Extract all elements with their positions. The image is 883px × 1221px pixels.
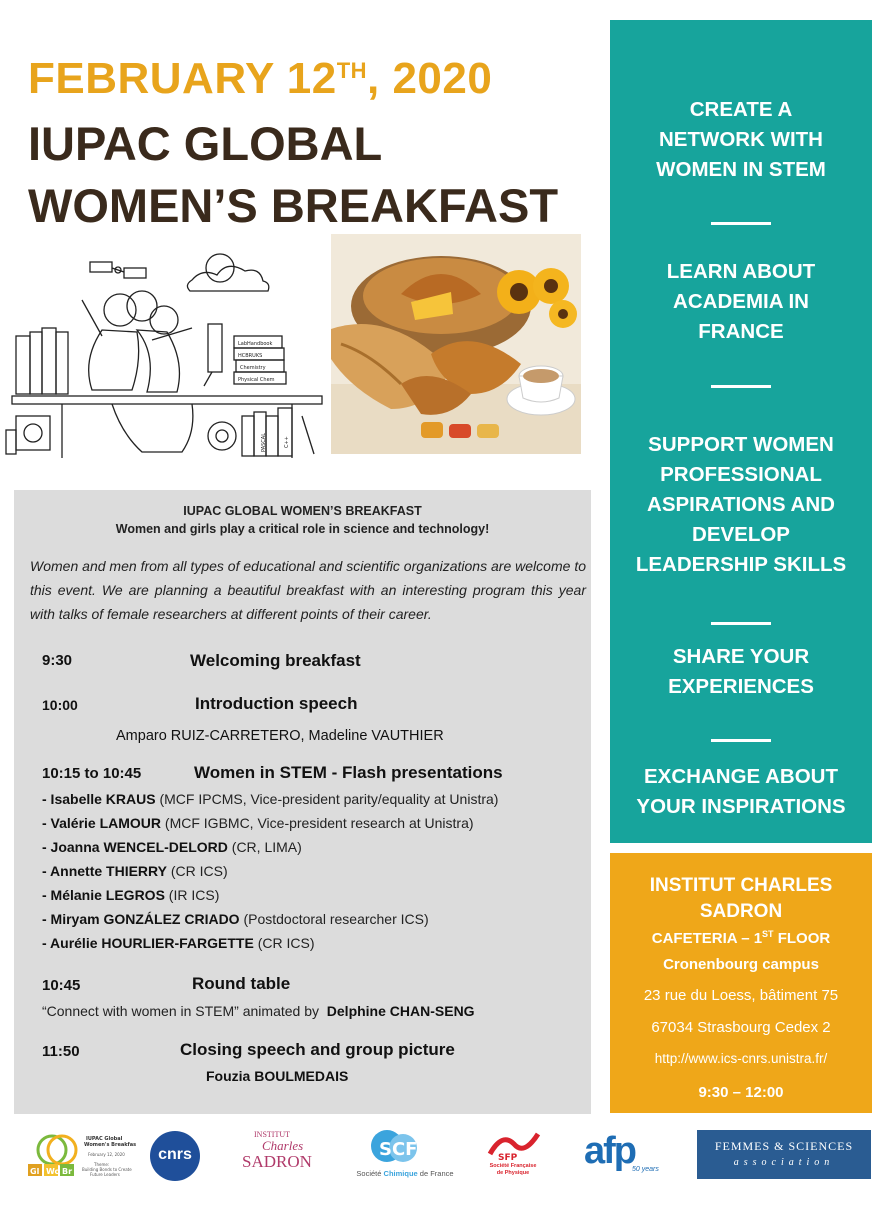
presenter-item — [42, 863, 228, 879]
gwb-tile-br: Br — [62, 1167, 73, 1176]
sadron-logo — [240, 1128, 312, 1184]
program-box — [14, 490, 591, 1114]
program-intro: Women and men from all types of educational and scientific organizations are welcome to this event. We are planning a beautiful breakfast with an interesting program this year with talks of female researchers at different points of their career. — [30, 558, 586, 622]
gwb-theme-text2: Future Leaders — [90, 1172, 120, 1177]
presenter-role: (CR ICS) — [166, 863, 228, 879]
goal-line: WOMEN IN STEM — [656, 158, 826, 181]
program-subtitle: Women and girls play a critical role in science and technology! — [115, 522, 490, 536]
goal-exchange-inspirations — [610, 762, 872, 822]
goal-divider — [711, 385, 771, 388]
sketch-spine-1: PASCAL — [261, 433, 267, 452]
gwb-theme-text: Building Bonds to Create — [82, 1167, 132, 1172]
venue-room-ordinal: ST — [762, 929, 774, 939]
gwb-theme-label: Theme: — [94, 1162, 110, 1167]
goal-line: PROFESSIONAL — [660, 463, 822, 486]
intro-speakers: Amparo RUIZ-CARRETERO, Madeline VAUTHIER — [116, 728, 444, 744]
cnrs-logo-text: cnrs — [158, 1146, 192, 1163]
sfp-mark: SFP — [498, 1153, 518, 1162]
presenter-name: - Aurélie HOURLIER-FARGETTE — [42, 935, 254, 951]
presenter-role: (Postdoctoral researcher ICS) — [239, 911, 429, 927]
goal-line: ACADEMIA IN — [673, 290, 809, 313]
venue-hours: 9:30 – 12:00 — [698, 1084, 784, 1101]
goal-network — [610, 95, 872, 185]
sadron-logo-main: SADRON — [242, 1152, 312, 1171]
goal-line: CREATE A — [689, 98, 793, 121]
goal-line: YOUR INSPIRATIONS — [636, 795, 846, 818]
goal-divider — [711, 622, 771, 625]
page-title-line-2: WOMEN’S BREAKFAST — [28, 179, 559, 232]
sketch-label-1: LabHandbook — [238, 341, 273, 347]
venue-room-text: CAFETERIA – 1 — [651, 930, 763, 947]
time-1150: 11:50 — [42, 1043, 80, 1060]
venue-website-link[interactable]: http://www.ics-cnrs.unistra.fr/ — [654, 1051, 828, 1066]
round-table-detail — [42, 1003, 475, 1019]
event-welcoming-breakfast: Welcoming breakfast — [190, 651, 361, 670]
presenter-item — [42, 815, 474, 831]
presenter-role: (IR ICS) — [164, 887, 220, 903]
venue-room — [610, 929, 872, 947]
sfp-text-line: Société Française — [489, 1163, 537, 1169]
afp-logo — [582, 1130, 666, 1182]
sketch-label-3: Chemistry — [240, 365, 266, 371]
presenter-name: - Annette THIERRY — [42, 863, 167, 879]
cnrs-logo — [150, 1131, 200, 1181]
goal-academia — [610, 257, 872, 347]
presenter-item — [42, 839, 302, 855]
event-date — [28, 54, 492, 104]
sadron-logo-top: INSTITUT — [254, 1130, 290, 1139]
presenter-name: - Miryam GONZÁLEZ CRIADO — [42, 911, 240, 927]
round-table-animator-text: “Connect with women in STEM” animated by — [42, 1003, 319, 1019]
venue-panel — [610, 853, 872, 1113]
scf-text-suffix: de France — [417, 1169, 454, 1178]
fs-logo-subtitle: association — [733, 1157, 835, 1168]
presenter-item — [42, 911, 429, 927]
venue-institute-line: INSTITUT CHARLES — [649, 875, 833, 896]
goal-line: LEARN ABOUT — [666, 260, 816, 283]
iupac-gwb-logo — [28, 1130, 136, 1188]
event-introduction-speech: Introduction speech — [195, 694, 358, 713]
goal-line: ASPIRATIONS AND — [647, 493, 835, 516]
gwb-date: February 12, 2020 — [88, 1152, 125, 1157]
goal-line: FRANCE — [698, 320, 784, 343]
program-title: IUPAC GLOBAL WOMEN’S BREAKFAST — [183, 504, 422, 518]
breakfast-photo — [331, 234, 581, 454]
venue-institute — [610, 873, 872, 925]
presenter-name: - Valérie LAMOUR — [42, 815, 162, 831]
fs-logo-title: FEMMES & SCIENCES — [714, 1139, 854, 1153]
goal-line: LEADERSHIP SKILLS — [635, 553, 847, 576]
presenter-role: (MCF IPCMS, Vice-president parity/equality at Unistra) — [155, 791, 499, 807]
scientist-sketch-illustration — [2, 240, 332, 462]
scf-emblem — [345, 1128, 465, 1168]
goal-line: SUPPORT WOMEN — [648, 433, 834, 456]
presenter-name: - Mélanie LEGROS — [42, 887, 165, 903]
page-title-line-1: IUPAC GLOBAL — [28, 117, 383, 170]
sadron-logo-mid: Charles — [262, 1138, 304, 1153]
goal-divider — [711, 222, 771, 225]
goal-line: EXCHANGE ABOUT — [644, 765, 838, 788]
scf-logo — [345, 1128, 465, 1184]
time-0930: 9:30 — [42, 652, 73, 669]
venue-address-city: 67034 Strasbourg Cedex 2 — [651, 1019, 831, 1036]
presenter-role: (CR ICS) — [253, 935, 315, 951]
scf-text-highlight: Chimique — [383, 1169, 418, 1178]
presenter-name: - Isabelle KRAUS — [42, 791, 156, 807]
goal-share-experiences — [610, 642, 872, 702]
date-ordinal: TH — [336, 58, 368, 83]
presenter-item — [42, 887, 219, 903]
afp-years: 50 years — [632, 1166, 659, 1173]
presenter-role: (CR, LIMA) — [227, 839, 302, 855]
goal-line: NETWORK WITH — [659, 128, 823, 151]
presenter-item — [42, 935, 315, 951]
gwb-tile-wo: Wo — [46, 1167, 61, 1176]
time-1000: 10:00 — [42, 697, 78, 713]
closing-speaker: Fouzia BOULMEDAIS — [206, 1068, 349, 1084]
sfp-emblem — [482, 1128, 544, 1162]
event-round-table: Round table — [192, 974, 291, 993]
venue-room-floor: FLOOR — [773, 930, 831, 947]
sketch-label-2: HCBRUKS — [238, 353, 263, 359]
event-flash-presentations: Women in STEM - Flash presentations — [194, 763, 503, 782]
gwb-emblem — [28, 1130, 136, 1188]
presenter-item — [42, 791, 498, 807]
goal-line: SHARE YOUR — [672, 645, 810, 668]
venue-address-street: 23 rue du Loess, bâtiment 75 — [643, 987, 839, 1004]
goal-support-women — [610, 430, 872, 580]
venue-campus: Cronenbourg campus — [663, 956, 819, 973]
gwb-tile-gl: Gl — [30, 1167, 40, 1176]
goal-line: DEVELOP — [692, 523, 790, 546]
event-closing-speech: Closing speech and group picture — [180, 1040, 455, 1059]
round-table-animator-name: Delphine CHAN-SENG — [326, 1003, 475, 1019]
gwb-title2: Women's Breakfast — [84, 1142, 136, 1148]
presenter-role: (MCF IGBMC, Vice-president research at Unistra) — [161, 815, 474, 831]
goals-panel — [610, 20, 872, 843]
sfp-logo-text — [482, 1163, 544, 1177]
goal-divider — [711, 739, 771, 742]
afp-mark: afp — [584, 1130, 635, 1172]
scf-logo-text — [345, 1169, 465, 1178]
presenter-name: - Joanna WENCEL-DELORD — [42, 839, 228, 855]
venue-institute-line: SADRON — [699, 901, 783, 922]
sketch-spine-2: C++ — [284, 436, 290, 448]
sfp-logo — [482, 1128, 544, 1184]
sfp-text-line: de Physique — [496, 1170, 530, 1176]
date-year: , 2020 — [367, 54, 493, 103]
scf-text-prefix: Société — [356, 1169, 384, 1178]
sketch-label-4: Physical Chem — [238, 377, 275, 383]
time-1045: 10:45 — [42, 977, 81, 994]
gwb-title: IUPAC Global — [86, 1136, 123, 1142]
date-day: FEBRUARY 12 — [28, 54, 337, 103]
goal-line: EXPERIENCES — [668, 675, 814, 698]
scf-mark: SCF — [379, 1139, 418, 1160]
time-1015-1045: 10:15 to 10:45 — [42, 765, 142, 782]
femmes-sciences-logo — [697, 1130, 871, 1179]
